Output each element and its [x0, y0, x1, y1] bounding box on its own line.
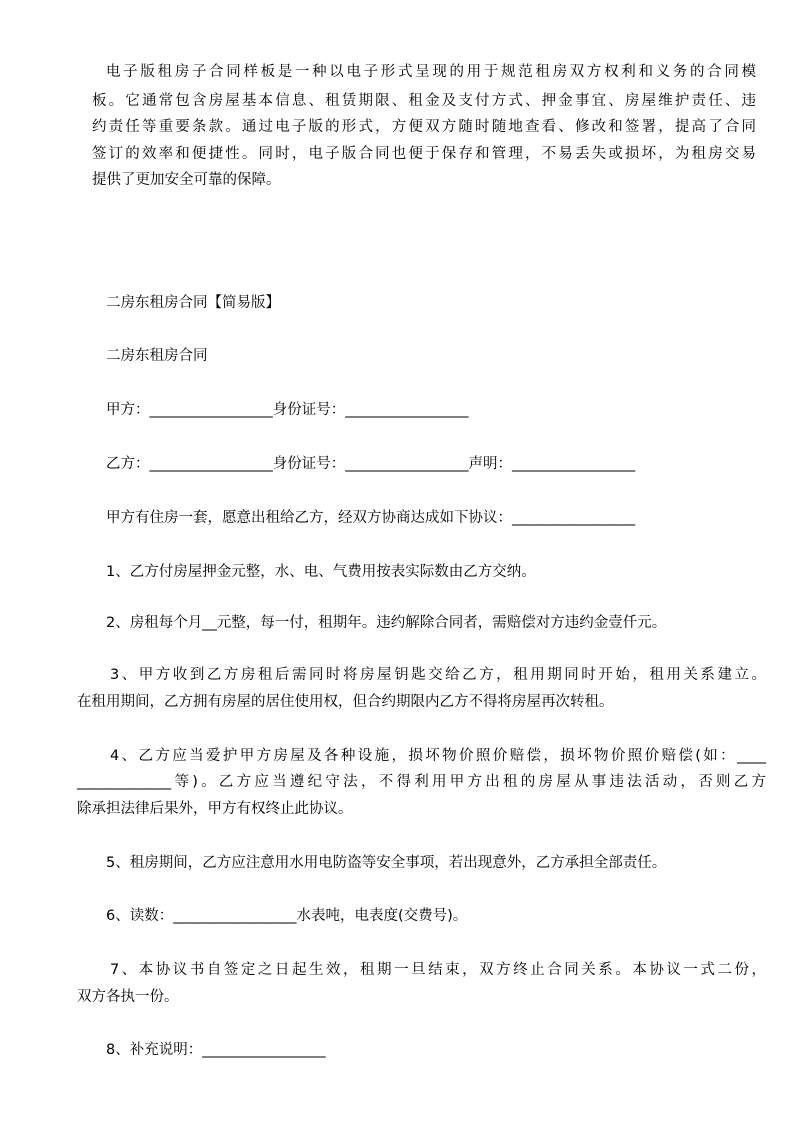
contract-title: 二房东租房合同	[106, 348, 208, 364]
intro-line-2: 板。它通常包含房屋基本信息、租赁期限、租金及支付方式、押金事宜、房屋维护责任、违	[92, 93, 756, 109]
clause-3-line-1: 3、甲方收到乙方房租后需同时将房屋钥匙交给乙方，租用期同时开始，租用关系建立。	[110, 667, 766, 683]
clause-5: 5、租房期间，乙方应注意用水用电防盗等安全事项，若出现意外，乙方承担全部责任。	[106, 855, 667, 871]
contract-heading: 二房东租房合同【简易版】	[106, 295, 280, 311]
party-b-line: 乙方：_________________身份证号：_________________声明：_________________	[106, 456, 636, 472]
intro-line-4: 签订的效率和便捷性。同时，电子版合同也便于保存和管理，不易丢失或损坏，为租房交易	[92, 146, 756, 162]
intro-line-1: 电子版租房子合同样板是一种以电子形式呈现的用于规范租房双方权利和义务的合同模	[106, 64, 756, 80]
clause-7-line-1: 7、本协议书自签定之日起生效，租期一旦结束，双方终止合同关系。本协议一式二份，	[110, 962, 766, 978]
party-a-line: 甲方：_________________身份证号：_________________	[106, 402, 469, 418]
clause-4-line-3: 除承担法律后果外，甲方有权终止此协议。	[77, 801, 353, 817]
clause-1: 1、乙方付房屋押金元整，水、电、气费用按表实际数由乙方交纳。	[106, 564, 536, 580]
preamble-line: 甲方有住房一套，愿意出租给乙方，经双方协商达成如下协议：_________________	[106, 510, 636, 526]
intro-line-3: 约责任等重要条款。通过电子版的形式，方便双方随时随地查看、修改和签署，提高了合同	[92, 119, 756, 135]
clause-7-line-2: 双方各执一份。	[77, 989, 179, 1005]
clause-4-line-1: 4、乙方应当爱护甲方房屋及各种设施，损坏物价照价赔偿，损坏物价照价赔偿(如：____	[110, 748, 766, 764]
clause-4-line-2: _____________等)。乙方应当遵纪守法，不得利用甲方出租的房屋从事违法活动，否则乙方	[77, 774, 766, 790]
clause-2: 2、房租每个月__元整，每一付，租期年。违约解除合同者，需赔偿对方违约金壹仟元。	[106, 615, 667, 631]
intro-line-5: 提供了更加安全可靠的保障。	[92, 172, 281, 188]
clause-6: 6、读数：_________________水表吨，电表度(交费号)。	[106, 908, 468, 924]
clause-3-line-2: 在租用期间，乙方拥有房屋的居住使用权，但合约期限内乙方不得将房屋再次转租。	[77, 694, 614, 710]
clause-8: 8、补充说明：_________________	[106, 1042, 326, 1058]
